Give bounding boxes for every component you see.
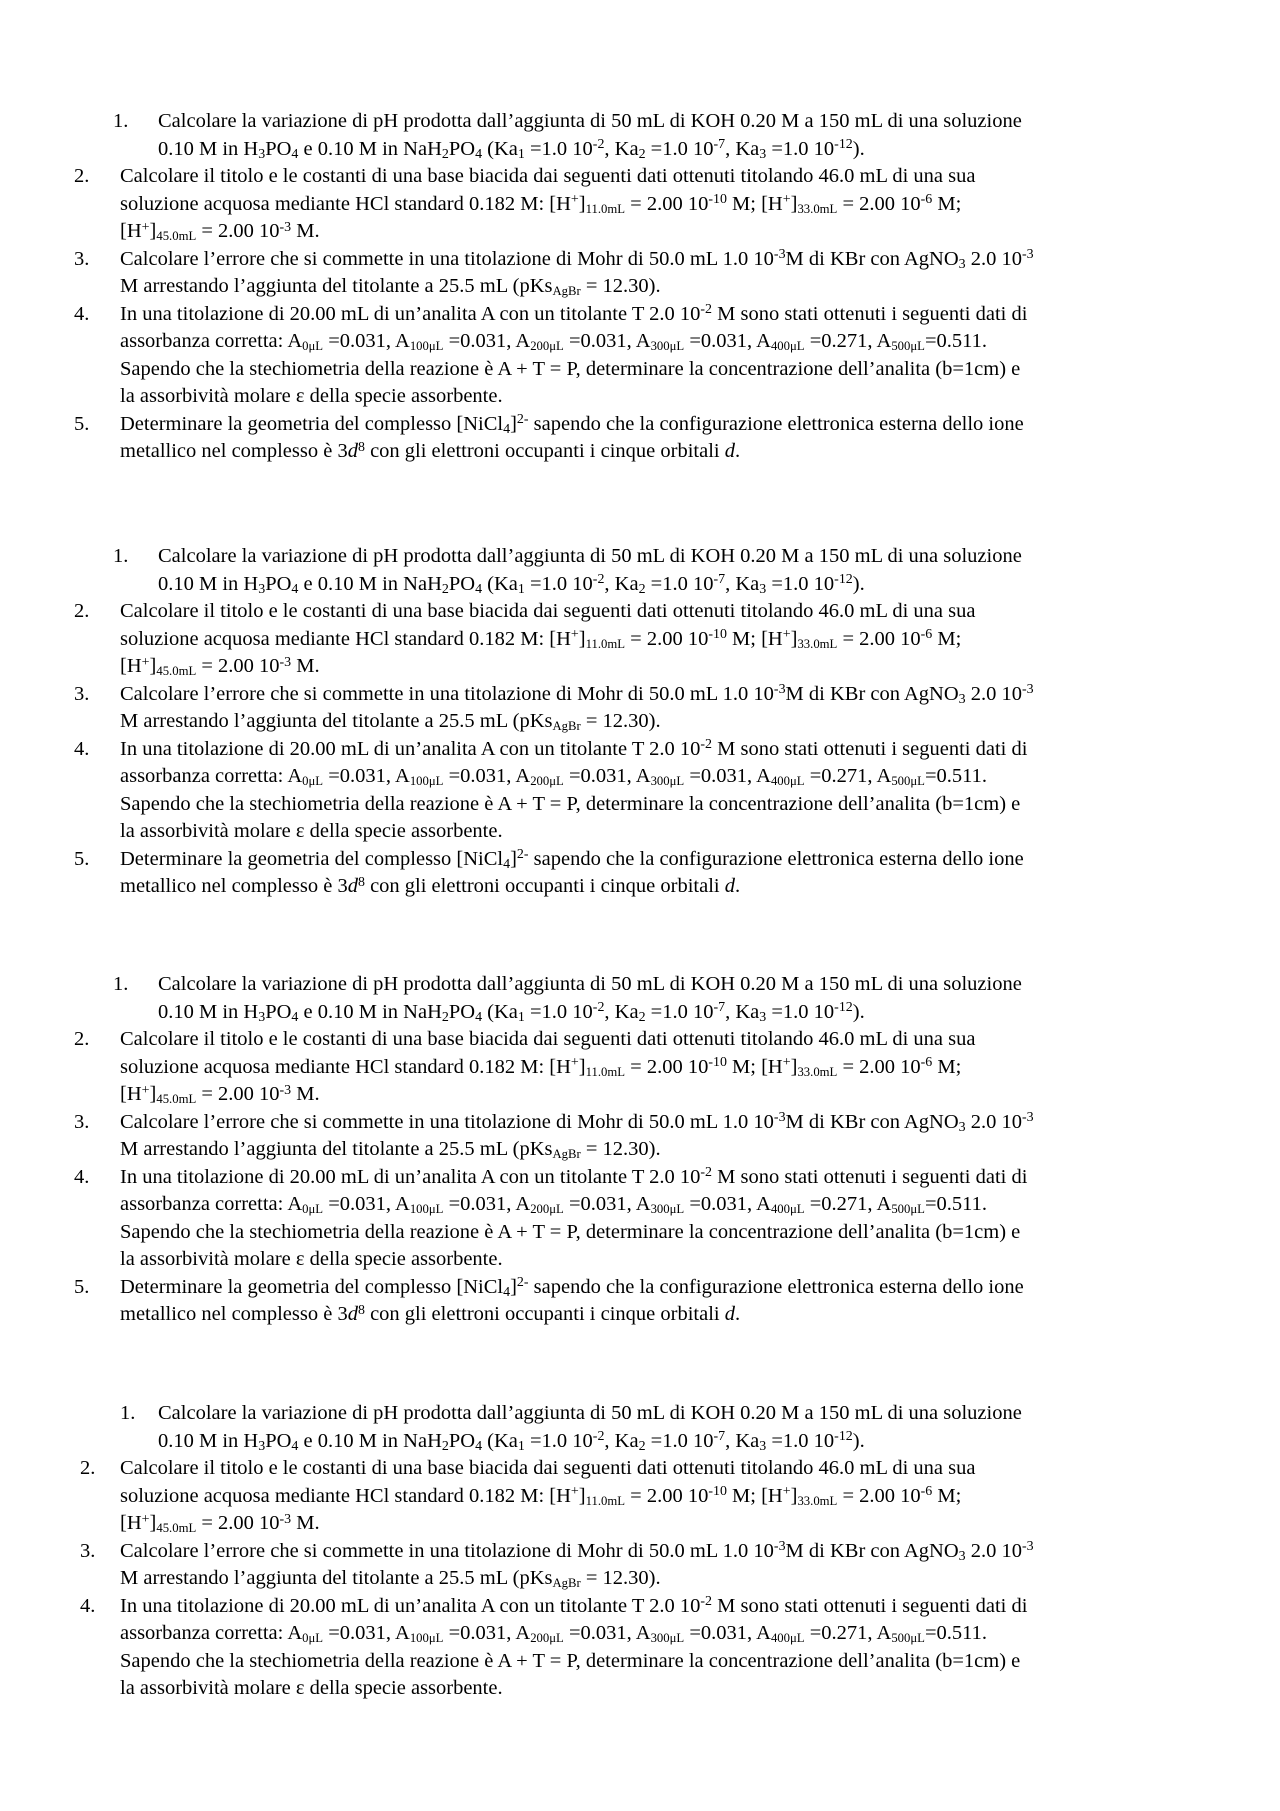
question-text: Calcolare l’errore che si commette in una titolazione di Mohr di 50.0 mL 1.0 $10^{-3}M$ di KBr con AgNO$_3$ 2.0 $10^{-3}$ xyxy=(120,247,1034,272)
question-4 xyxy=(0,736,1280,846)
question-4 xyxy=(0,1593,1280,1703)
question-text: M arrestando l’aggiunta del titolante a 25.5 mL (pKs$_{AgBr}$ = 12.30). xyxy=(120,710,661,734)
question-3 xyxy=(0,681,1280,736)
question-text: assorbanza corretta: $A_{0\mu L} =0.031$, $A_{100\mu L} =0.031$, $A_{200\mu L} =0.031$, $A_{300\mu L} =0.031$, $A_{400\mu L} =0.271$, $A_{500\mu L}=0.511$. xyxy=(120,330,987,354)
question-text: Calcolare la variazione di pH prodotta dall’aggiunta di 50 mL di KOH 0.20 M a 150 mL di una soluzione xyxy=(158,1402,1022,1424)
question-number: 1. xyxy=(113,110,129,132)
question-1 xyxy=(0,108,1280,163)
question-text: M arrestando l’aggiunta del titolante a 25.5 mL (pKs$_{AgBr}$ = 12.30). xyxy=(120,275,661,299)
question-number: 3. xyxy=(74,682,90,705)
question-2 xyxy=(0,163,1280,246)
question-number: 5. xyxy=(74,1275,90,1298)
question-number: 4. xyxy=(74,737,90,760)
exercise-block-4 xyxy=(0,1400,1280,1703)
question-text: M arrestando l’aggiunta del titolante a 25.5 mL (pKs$_{AgBr}$ = 12.30). xyxy=(120,1567,661,1591)
question-text: $[H^+]_{45.0mL} = 2.00$ $10^{-3}$ M. xyxy=(120,654,320,679)
question-1 xyxy=(0,543,1280,598)
exercise-block-1 xyxy=(0,108,1280,466)
question-text: Sapendo che la stechiometria della reazione è A + T = P, determinare la concentrazione dell’analita (b=1cm) e xyxy=(120,792,1021,815)
question-text: Calcolare la variazione di pH prodotta dall’aggiunta di 50 mL di KOH 0.20 M a 150 mL di una soluzione xyxy=(158,973,1022,995)
question-text: Sapendo che la stechiometria della reazione è A + T = P, determinare la concentrazione dell’analita (b=1cm) e xyxy=(120,1220,1021,1243)
question-text: Sapendo che la stechiometria della reazione è A + T = P, determinare la concentrazione dell’analita (b=1cm) e xyxy=(120,357,1021,380)
question-text: 0.10 M in $H_3PO_4$ e 0.10 M in $NaH_2PO_4$ ($Ka_1 =1.0$ $10^{-2}$, $Ka_2 =1.0$ $10^{-7}$, $Ka_3 =1.0$ $10^{-12}$). xyxy=(158,572,865,597)
question-text: Calcolare l’errore che si commette in una titolazione di Mohr di 50.0 mL 1.0 $10^{-3}M$ di KBr con AgNO$_3$ 2.0 $10^{-3}$ xyxy=(120,1110,1034,1135)
question-number: 1. xyxy=(113,973,129,995)
question-text: la assorbività molare ε della specie assorbente. xyxy=(120,1248,503,1270)
question-text: 0.10 M in $H_3PO_4$ e 0.10 M in $NaH_2PO_4$ ($Ka_1 =1.0$ $10^{-2}$, $Ka_2 =1.0$ $10^{-7}$, $Ka_3 =1.0$ $10^{-12}$). xyxy=(158,1429,865,1454)
question-5 xyxy=(0,1274,1280,1329)
question-text: In una titolazione di 20.00 mL di un’analita A con un titolante T 2.0 $10^{-2}$ M sono stati ottenuti i seguenti dati di xyxy=(120,737,1028,760)
question-text: soluzione acquosa mediante HCl standard 0.182 M: $[H^+]_{11.0mL} = 2.00$ $10^{-10}$ M; $[H^+]_{33.0mL} = 2.00$ $10^{-6}$ M; xyxy=(120,627,962,651)
question-4 xyxy=(0,301,1280,411)
question-text: M arrestando l’aggiunta del titolante a 25.5 mL (pKs$_{AgBr}$ = 12.30). xyxy=(120,1138,661,1162)
question-text: In una titolazione di 20.00 mL di un’analita A con un titolante T 2.0 $10^{-2}$ M sono stati ottenuti i seguenti dati di xyxy=(120,1165,1028,1188)
question-text: $[H^+]_{45.0mL} = 2.00$ $10^{-3}$ M. xyxy=(120,1082,320,1107)
question-text: Calcolare il titolo e le costanti di una base biacida dai seguenti dati ottenuti titolando 46.0 mL di una sua xyxy=(120,600,976,622)
question-number: 2. xyxy=(74,600,90,622)
exercise-block-2 xyxy=(0,543,1280,901)
question-number: 3. xyxy=(74,247,90,270)
question-3 xyxy=(0,246,1280,301)
question-number: 4. xyxy=(74,302,90,325)
question-text: Determinare la geometria del complesso [NiCl$_4$]$^{2-}$ sapendo che la configurazione elettronica esterna dello ione xyxy=(120,847,1024,872)
question-text: In una titolazione di 20.00 mL di un’analita A con un titolante T 2.0 $10^{-2}$ M sono stati ottenuti i seguenti dati di xyxy=(120,302,1028,325)
question-text: $[H^+]_{45.0mL} = 2.00$ $10^{-3}$ M. xyxy=(120,219,320,244)
question-text: soluzione acquosa mediante HCl standard 0.182 M: $[H^+]_{11.0mL} = 2.00$ $10^{-10}$ M; $[H^+]_{33.0mL} = 2.00$ $10^{-6}$ M; xyxy=(120,1055,962,1079)
question-number: 4. xyxy=(80,1594,96,1617)
question-text: soluzione acquosa mediante HCl standard 0.182 M: $[H^+]_{11.0mL} = 2.00$ $10^{-10}$ M; $[H^+]_{33.0mL} = 2.00$ $10^{-6}$ M; xyxy=(120,192,962,216)
question-text: Determinare la geometria del complesso [NiCl$_4$]$^{2-}$ sapendo che la configurazione elettronica esterna dello ione xyxy=(120,1275,1024,1300)
question-number: 1. xyxy=(113,545,129,567)
question-number: 1. xyxy=(120,1402,136,1424)
question-text: Calcolare il titolo e le costanti di una base biacida dai seguenti dati ottenuti titolando 46.0 mL di una sua xyxy=(120,1028,976,1050)
question-text: Calcolare l’errore che si commette in una titolazione di Mohr di 50.0 mL 1.0 $10^{-3}M$ di KBr con AgNO$_3$ 2.0 $10^{-3}$ xyxy=(120,1539,1034,1564)
question-text: Sapendo che la stechiometria della reazione è A + T = P, determinare la concentrazione dell’analita (b=1cm) e xyxy=(120,1649,1021,1672)
question-text: Calcolare il titolo e le costanti di una base biacida dai seguenti dati ottenuti titolando 46.0 mL di una sua xyxy=(120,1457,976,1479)
question-4 xyxy=(0,1164,1280,1274)
question-2 xyxy=(0,1026,1280,1109)
question-text: metallico nel complesso è $3d^8$ con gli elettroni occupanti i cinque orbitali d. xyxy=(120,439,741,462)
question-text: assorbanza corretta: $A_{0\mu L} =0.031$, $A_{100\mu L} =0.031$, $A_{200\mu L} =0.031$, $A_{300\mu L} =0.031$, $A_{400\mu L} =0.271$, $A_{500\mu L}=0.511$. xyxy=(120,765,987,789)
question-1 xyxy=(0,1400,1280,1455)
question-text: soluzione acquosa mediante HCl standard 0.182 M: $[H^+]_{11.0mL} = 2.00$ $10^{-10}$ M; $[H^+]_{33.0mL} = 2.00$ $10^{-6}$ M; xyxy=(120,1484,962,1508)
question-number: 4. xyxy=(74,1165,90,1188)
question-number: 5. xyxy=(74,412,90,435)
question-number: 3. xyxy=(80,1539,96,1562)
question-text: Determinare la geometria del complesso [NiCl$_4$]$^{2-}$ sapendo che la configurazione elettronica esterna dello ione xyxy=(120,412,1024,437)
question-1 xyxy=(0,971,1280,1026)
question-text: assorbanza corretta: $A_{0\mu L} =0.031$, $A_{100\mu L} =0.031$, $A_{200\mu L} =0.031$, $A_{300\mu L} =0.031$, $A_{400\mu L} =0.271$, $A_{500\mu L}=0.511$. xyxy=(120,1193,987,1217)
question-text: Calcolare l’errore che si commette in una titolazione di Mohr di 50.0 mL 1.0 $10^{-3}M$ di KBr con AgNO$_3$ 2.0 $10^{-3}$ xyxy=(120,682,1034,707)
question-text: 0.10 M in $H_3PO_4$ e 0.10 M in $NaH_2PO_4$ ($Ka_1 =1.0$ $10^{-2}$, $Ka_2 =1.0$ $10^{-7}$, $Ka_3 =1.0$ $10^{-12}$). xyxy=(158,137,865,162)
question-2 xyxy=(0,598,1280,681)
question-2 xyxy=(0,1455,1280,1538)
question-number: 2. xyxy=(74,165,90,187)
question-5 xyxy=(0,411,1280,466)
question-3 xyxy=(0,1538,1280,1593)
question-text: metallico nel complesso è $3d^8$ con gli elettroni occupanti i cinque orbitali d. xyxy=(120,874,741,897)
question-text: la assorbività molare ε della specie assorbente. xyxy=(120,1677,503,1699)
question-text: Calcolare la variazione di pH prodotta dall’aggiunta di 50 mL di KOH 0.20 M a 150 mL di una soluzione xyxy=(158,545,1022,567)
question-5 xyxy=(0,846,1280,901)
question-number: 3. xyxy=(74,1110,90,1133)
question-number: 2. xyxy=(80,1457,96,1479)
exercise-block-3 xyxy=(0,971,1280,1329)
question-text: 0.10 M in $H_3PO_4$ e 0.10 M in $NaH_2PO_4$ ($Ka_1 =1.0$ $10^{-2}$, $Ka_2 =1.0$ $10^{-7}$, $Ka_3 =1.0$ $10^{-12}$). xyxy=(158,1000,865,1025)
question-text: la assorbività molare ε della specie assorbente. xyxy=(120,820,503,842)
question-text: la assorbività molare ε della specie assorbente. xyxy=(120,385,503,407)
question-text: assorbanza corretta: $A_{0\mu L} =0.031$, $A_{100\mu L} =0.031$, $A_{200\mu L} =0.031$, $A_{300\mu L} =0.031$, $A_{400\mu L} =0.271$, $A_{500\mu L}=0.511$. xyxy=(120,1622,987,1646)
question-text: $[H^+]_{45.0mL} = 2.00$ $10^{-3}$ M. xyxy=(120,1511,320,1536)
question-text: Calcolare il titolo e le costanti di una base biacida dai seguenti dati ottenuti titolando 46.0 mL di una sua xyxy=(120,165,976,187)
question-text: metallico nel complesso è $3d^8$ con gli elettroni occupanti i cinque orbitali d. xyxy=(120,1302,741,1325)
question-number: 5. xyxy=(74,847,90,870)
question-3 xyxy=(0,1109,1280,1164)
question-text: Calcolare la variazione di pH prodotta dall’aggiunta di 50 mL di KOH 0.20 M a 150 mL di una soluzione xyxy=(158,110,1022,132)
question-number: 2. xyxy=(74,1028,90,1050)
question-text: In una titolazione di 20.00 mL di un’analita A con un titolante T 2.0 $10^{-2}$ M sono stati ottenuti i seguenti dati di xyxy=(120,1594,1028,1617)
